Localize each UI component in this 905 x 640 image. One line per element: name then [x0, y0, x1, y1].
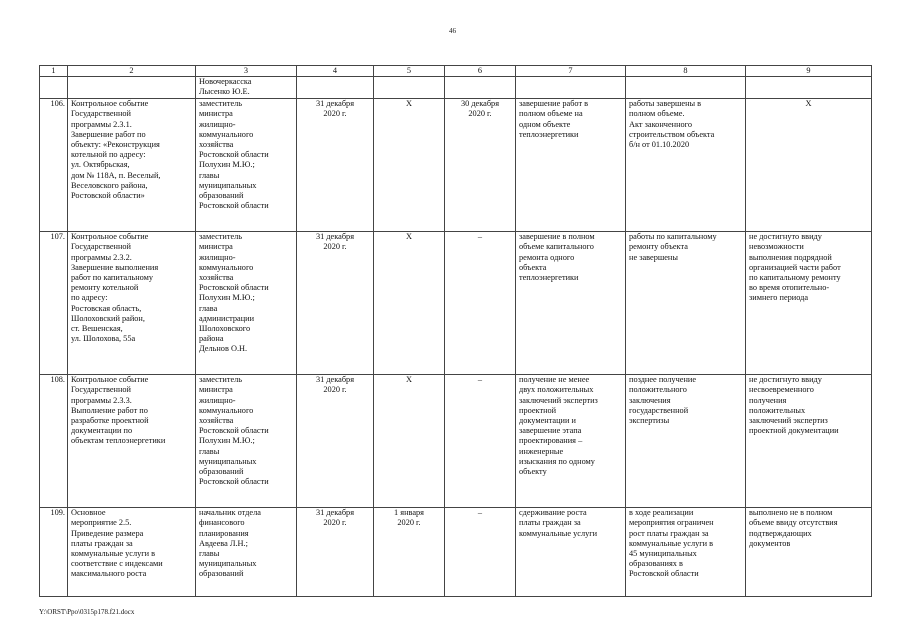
reasons-cell: не достигнуто ввиду невозможности выполнения подрядной организацией части работ по капитальному ремонту во время отопительно- зимнего периода: [746, 232, 872, 375]
column-number: 7: [516, 66, 626, 77]
reasons-cell: не достигнуто ввиду несвоевременного получения положительных заключений экспертиз проектной документации: [746, 375, 872, 508]
planned-date-cell: 31 декабря 2020 г.: [297, 375, 374, 508]
reasons-cell: Х: [746, 99, 872, 232]
column-number: 2: [68, 66, 196, 77]
row-number-cell: 109.: [40, 508, 68, 597]
table-row: [40, 99, 872, 232]
table-row: [40, 232, 872, 375]
responsible-cell: заместитель министра жилищно- коммунального хозяйства Ростовской области Полухин М.Ю.; главы муниципальных образований Ростовской области: [196, 375, 297, 508]
reasons-cell: выполнено не в полном объеме ввиду отсутствия подтверждающих документов: [746, 508, 872, 597]
reasons-cell: [746, 77, 872, 99]
col5-cell: Х: [374, 232, 445, 375]
column-number: 4: [297, 66, 374, 77]
expected-result-cell: получение не менее двух положительных заключений экспертиз проектной документации и завершение этапа проектирования – инженерные изыскания по одному объекту: [516, 375, 626, 508]
row-number-cell: 108.: [40, 375, 68, 508]
table-row: [40, 375, 872, 508]
col5-cell: Х: [374, 375, 445, 508]
file-path-footer: Y:\ORST\Ppo\0315p178.f21.docx: [39, 608, 135, 616]
actual-result-cell: [626, 77, 746, 99]
planned-date-cell: [297, 77, 374, 99]
column-number: 3: [196, 66, 297, 77]
page-number: 46: [449, 27, 456, 35]
responsible-cell: заместитель министра жилищно- коммунального хозяйства Ростовской области Полухин М.Ю.; глава администрации Шолоховского района Дельнов О.Н.: [196, 232, 297, 375]
column-number: 8: [626, 66, 746, 77]
event-cell: Контрольное событие Государственной программы 2.3.1. Завершение работ по объекту: «Реконструкция котельной по адресу: ул. Октябрьская, дом № 118А, п. Веселый, Веселовского района, Ростовской области»: [68, 99, 196, 232]
planned-date-cell: 31 декабря 2020 г.: [297, 99, 374, 232]
responsible-cell: начальник отдела финансового планирования Авдеева Л.Н.; главы муниципальных образований: [196, 508, 297, 597]
actual-result-cell: позднее получение положительного заключения государственной экспертизы: [626, 375, 746, 508]
expected-result-cell: завершение работ в полном объеме на одном объекте теплоэнергетики: [516, 99, 626, 232]
actual-date-cell: [445, 77, 516, 99]
planned-date-cell: 31 декабря 2020 г.: [297, 508, 374, 597]
actual-date-cell: –: [445, 508, 516, 597]
column-number: 5: [374, 66, 445, 77]
expected-result-cell: завершение в полном объеме капитального ремонта одного объекта теплоэнергетики: [516, 232, 626, 375]
column-number: 1: [40, 66, 68, 77]
column-number: 6: [445, 66, 516, 77]
event-cell: [68, 77, 196, 99]
responsible-cell: заместитель министра жилищно- коммунального хозяйства Ростовской области Полухин М.Ю.; главы муниципальных образований Ростовской области: [196, 99, 297, 232]
event-cell: Контрольное событие Государственной программы 2.3.2. Завершение выполнения работ по капитальному ремонту котельной по адресу: Ростовская область, Шолоховский район, ст. Вешенская, ул. Шолохова, 55а: [68, 232, 196, 375]
row-number-cell: 107.: [40, 232, 68, 375]
column-number-row: [40, 66, 872, 77]
column-number: 9: [746, 66, 872, 77]
continuation-row: [40, 77, 872, 99]
actual-result-cell: работы по капитальному ремонту объекта не завершены: [626, 232, 746, 375]
actual-result-cell: в ходе реализации мероприятия ограничен рост платы граждан за коммунальные услуги в 45 муниципальных образованиях в Ростовской области: [626, 508, 746, 597]
col5-cell: [374, 77, 445, 99]
event-cell: Контрольное событие Государственной программы 2.3.3. Выполнение работ по разработке проектной документации по объектам теплоэнергетики: [68, 375, 196, 508]
table-row: [40, 508, 872, 597]
actual-date-cell: –: [445, 232, 516, 375]
expected-result-cell: [516, 77, 626, 99]
row-number-cell: [40, 77, 68, 99]
row-number-cell: 106.: [40, 99, 68, 232]
actual-date-cell: 30 декабря 2020 г.: [445, 99, 516, 232]
responsible-cell: Новочеркасска Лысенко Ю.Е.: [196, 77, 297, 99]
expected-result-cell: сдерживание роста платы граждан за коммунальные услуги: [516, 508, 626, 597]
event-cell: Основное мероприятие 2.5. Приведение размера платы граждан за коммунальные услуги в соответствие с индексами максимального роста: [68, 508, 196, 597]
col5-cell: Х: [374, 99, 445, 232]
col5-cell: 1 января 2020 г.: [374, 508, 445, 597]
report-table: [39, 65, 872, 597]
planned-date-cell: 31 декабря 2020 г.: [297, 232, 374, 375]
actual-result-cell: работы завершены в полном объеме. Акт законченного строительством объекта б/н от 01.10.2020: [626, 99, 746, 232]
actual-date-cell: –: [445, 375, 516, 508]
